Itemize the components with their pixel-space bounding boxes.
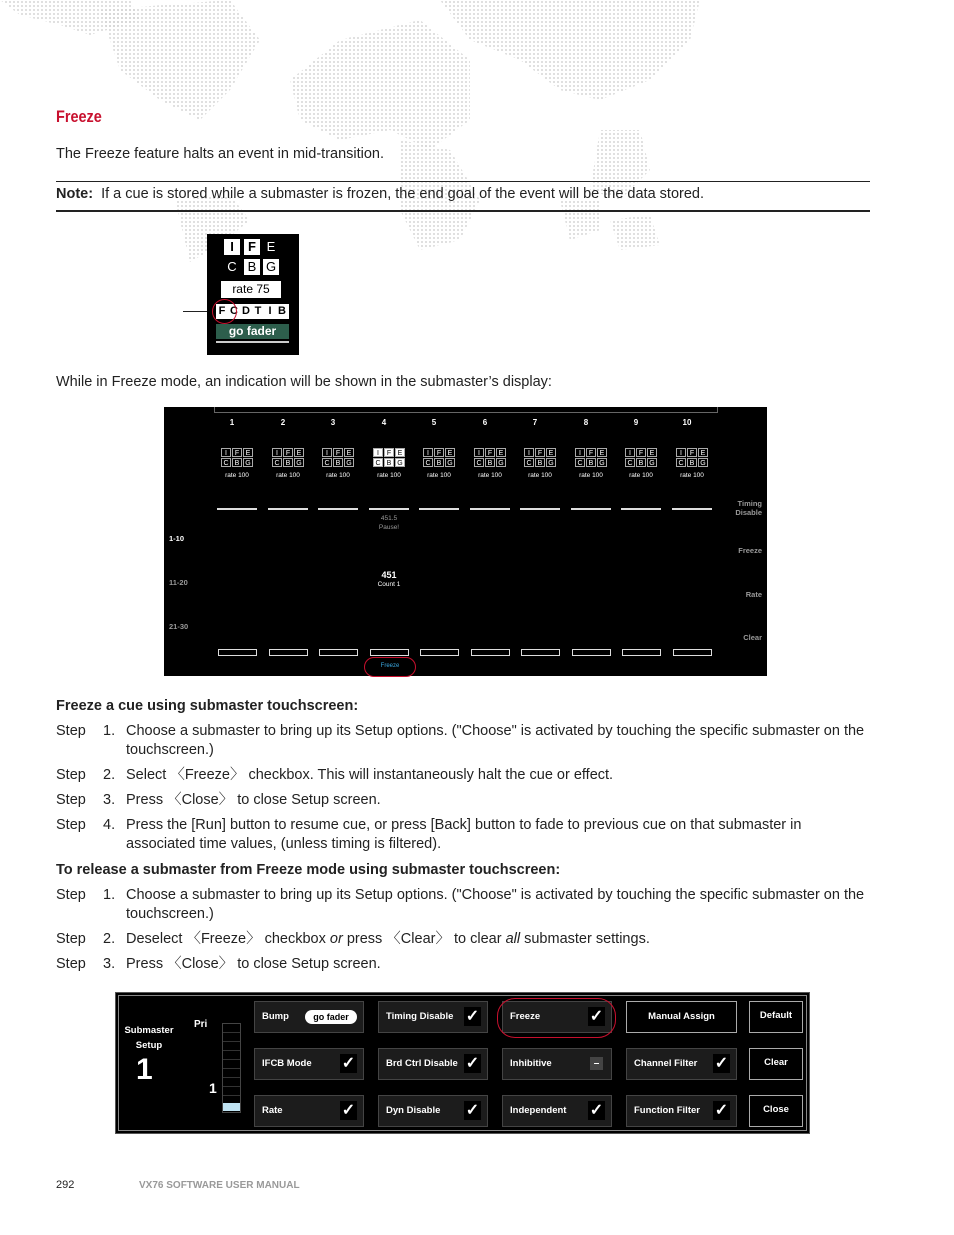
setup-title-line1: Submaster xyxy=(124,1025,174,1036)
ifcb-cell: E xyxy=(243,448,253,457)
dyn-disable-button[interactable] xyxy=(378,1095,488,1127)
fader-slot-9[interactable] xyxy=(622,649,661,656)
ifcb-cell: C xyxy=(474,458,484,467)
status-t: T xyxy=(254,305,262,317)
fader-bar-6 xyxy=(470,508,510,510)
ifcb-cell: G xyxy=(243,458,253,467)
step-text-b: press 〈Clear〉 to clear xyxy=(342,931,506,947)
page-label-11-20[interactable]: 11-20 xyxy=(169,578,188,587)
ifcb-cell: F xyxy=(333,448,343,457)
submaster-number-4: 4 xyxy=(381,418,387,427)
fader-slot-7[interactable] xyxy=(521,649,560,656)
function-filter-button[interactable] xyxy=(626,1095,737,1127)
fader-bar-9 xyxy=(621,508,661,510)
rate-label: rate 100 xyxy=(276,472,300,479)
mini-fader-rule xyxy=(216,341,289,343)
fader-bar-4 xyxy=(369,508,409,510)
ifcb-cell: G xyxy=(496,458,506,467)
independent-label: Independent xyxy=(510,1105,567,1116)
freeze-label[interactable]: Freeze xyxy=(738,546,762,555)
ifcb-cell: I xyxy=(524,448,534,457)
mini-fader: go fader xyxy=(216,324,289,339)
ifcb-cell: I xyxy=(625,448,635,457)
step-text-a: Deselect 〈Freeze〉 checkbox xyxy=(126,931,330,947)
ifcb-cell: G xyxy=(445,458,455,467)
ifcb-cell: I xyxy=(272,448,282,457)
ifcb-cell: F xyxy=(586,448,596,457)
proc1-title: Freeze a cue using submaster touchscreen: xyxy=(56,698,359,714)
ifcb-cell: E xyxy=(698,448,708,457)
step-num: 2. xyxy=(103,931,116,947)
ifcb-cell: E xyxy=(294,448,304,457)
section-title: Freeze xyxy=(56,107,102,126)
note-top-rule xyxy=(56,181,870,182)
step-text-c: submaster settings. xyxy=(520,931,650,947)
function-filter-label: Function Filter xyxy=(634,1105,700,1116)
independent-check: ✓ xyxy=(589,1102,604,1119)
step-text: Press 〈Close〉 to close Setup screen. xyxy=(126,956,381,972)
submaster-number-3: 3 xyxy=(330,418,336,427)
mini-cell-e: E xyxy=(266,239,276,254)
ifcb-cell: B xyxy=(485,458,495,467)
rate-label: rate 100 xyxy=(478,472,502,479)
ifcb-cell: G xyxy=(294,458,304,467)
submaster-number-5: 5 xyxy=(431,418,437,427)
status-d: D xyxy=(242,305,250,317)
inhibitive-mark: – xyxy=(590,1057,603,1070)
rate-label: rate 100 xyxy=(528,472,552,479)
submaster-number-8: 8 xyxy=(583,418,589,427)
world-map-background xyxy=(0,0,954,270)
status-c: C xyxy=(230,305,238,317)
step-word: Step xyxy=(56,817,86,833)
top-frame xyxy=(214,407,718,413)
fader-bar-10 xyxy=(672,508,712,510)
rate-check: ✓ xyxy=(341,1102,356,1119)
ifcb-cell: C xyxy=(676,458,686,467)
step-text-all: all xyxy=(505,931,521,947)
status-i: I xyxy=(268,305,272,317)
step-text: Select 〈Freeze〉 checkbox. This will instantaneously halt the cue or effect. xyxy=(126,767,614,783)
priority-fader-handle[interactable] xyxy=(223,1103,240,1111)
ifcb-cell: B xyxy=(687,458,697,467)
step-text: Press 〈Close〉 to close Setup screen. xyxy=(126,792,381,808)
submaster-number-9: 9 xyxy=(633,418,639,427)
fader-slot-5[interactable] xyxy=(420,649,459,656)
step-word: Step xyxy=(56,956,86,972)
pause-label: Pause! xyxy=(378,524,400,531)
timing-disable-label[interactable]: Timing Disable xyxy=(735,499,762,517)
timing-disable-label: Timing Disable xyxy=(386,1011,454,1022)
freeze-highlight xyxy=(497,998,616,1038)
mini-rate: rate 75 xyxy=(221,281,281,298)
clear-label: Clear xyxy=(764,1057,788,1068)
step-text: Press the [Run] button to resume cue, or press [Back] button to fade to previous cue on that submaster in associated time values, (unless timing is filtered). xyxy=(126,817,802,852)
rate-label: rate 100 xyxy=(680,472,704,479)
step-num: 2. xyxy=(103,767,116,783)
step-word: Step xyxy=(56,767,86,783)
step-num: 3. xyxy=(103,792,116,808)
ifcb-cell: B xyxy=(384,458,394,467)
rate-label: Rate xyxy=(262,1105,283,1116)
step-word: Step xyxy=(56,887,86,903)
ifcb-cell: C xyxy=(575,458,585,467)
ifcb-cell: B xyxy=(232,458,242,467)
note-bottom-rule xyxy=(56,210,870,212)
step-word: Step xyxy=(56,931,86,947)
submaster-setup-screen xyxy=(115,992,810,1134)
ifcb-cell: C xyxy=(625,458,635,467)
freeze-tag: Freeze xyxy=(380,663,400,669)
fader-bar-7 xyxy=(520,508,560,510)
ifcb-cell: B xyxy=(333,458,343,467)
setup-title xyxy=(121,1023,177,1053)
mini-cell-g: G xyxy=(263,259,279,275)
submaster-number-2: 2 xyxy=(280,418,286,427)
page-number: 292 xyxy=(56,1179,75,1191)
priority-fader[interactable] xyxy=(222,1023,241,1113)
submaster-number-7: 7 xyxy=(532,418,538,427)
fader-slot-6[interactable] xyxy=(471,649,510,656)
channel-filter-button[interactable] xyxy=(626,1048,737,1080)
ifcb-cell: B xyxy=(636,458,646,467)
ifcb-cell: I xyxy=(575,448,585,457)
brd-ctrl-disable-button[interactable] xyxy=(378,1048,488,1080)
ifcb-cell: F xyxy=(384,448,394,457)
step-num: 1. xyxy=(103,887,116,903)
ifcb-cell: F xyxy=(535,448,545,457)
ifcb-cell: E xyxy=(395,448,405,457)
fader-bar-2 xyxy=(268,508,308,510)
freeze-label: Freeze xyxy=(510,1011,541,1022)
cue-count: Count 1 xyxy=(377,581,401,588)
intro-text: The Freeze feature halts an event in mid-transition. xyxy=(56,146,385,162)
proc2-title: To release a submaster from Freeze mode using submaster touchscreen: xyxy=(56,862,561,878)
ifcb-cell: C xyxy=(373,458,383,467)
freeze-highlight-circle xyxy=(212,299,237,324)
pause-cue: 451.5 xyxy=(380,515,398,522)
step-text: Choose a submaster to bring up its Setup options. ("Choose" is activated by touching the specific submaster on the touchscreen.) xyxy=(126,723,865,758)
fader-slot-4[interactable] xyxy=(370,649,409,656)
submaster-number-10: 10 xyxy=(682,418,692,427)
bump-label: Bump xyxy=(262,1011,289,1022)
fader-slot-3[interactable] xyxy=(319,649,358,656)
rate-button[interactable] xyxy=(254,1095,364,1127)
channel-filter-label: Channel Filter xyxy=(634,1058,698,1069)
ifcb-cell: I xyxy=(423,448,433,457)
fader-bar-3 xyxy=(318,508,358,510)
callout-line xyxy=(183,311,207,312)
fader-bar-1 xyxy=(217,508,257,510)
page-label-1-10[interactable]: 1-10 xyxy=(169,534,185,543)
ifcb-cell: F xyxy=(283,448,293,457)
ifcb-cell: C xyxy=(423,458,433,467)
ifcb-cell: E xyxy=(344,448,354,457)
clear-label[interactable]: Clear xyxy=(743,633,762,642)
step-num: 3. xyxy=(103,956,116,972)
rate-label: rate 100 xyxy=(225,472,249,479)
ifcb-mode-button[interactable] xyxy=(254,1048,364,1080)
indication-text: While in Freeze mode, an indication will be shown in the submaster’s display: xyxy=(56,374,552,390)
ifcb-mode-label: IFCB Mode xyxy=(262,1058,312,1069)
ifcb-cell: F xyxy=(232,448,242,457)
ifcb-cell: C xyxy=(322,458,332,467)
ifcb-cell: F xyxy=(485,448,495,457)
default-label: Default xyxy=(759,1010,793,1021)
ifcb-mode-check: ✓ xyxy=(341,1055,356,1072)
submaster-display-screen xyxy=(164,407,767,676)
ifcb-cell: E xyxy=(597,448,607,457)
ifcb-cell: C xyxy=(272,458,282,467)
timing-disable-button[interactable] xyxy=(378,1001,488,1033)
ifcb-cell: B xyxy=(434,458,444,467)
timing-disable-check: ✓ xyxy=(465,1008,480,1025)
ifcb-cell: G xyxy=(546,458,556,467)
channel-filter-check: ✓ xyxy=(714,1055,729,1072)
inhibitive-button[interactable] xyxy=(502,1048,612,1080)
status-f: F xyxy=(218,305,226,317)
step-word: Step xyxy=(56,723,86,739)
pri-value: 1 xyxy=(209,1080,217,1096)
bump-button[interactable] xyxy=(254,1001,364,1033)
page-label-21-30[interactable]: 21-30 xyxy=(169,622,189,631)
step-text xyxy=(126,930,870,949)
ifcb-cell: G xyxy=(698,458,708,467)
brd-ctrl-disable-label: Brd Ctrl Disable xyxy=(386,1058,458,1069)
submaster-number-1: 1 xyxy=(229,418,235,427)
rate-label: rate 100 xyxy=(377,472,401,479)
ifcb-cell: C xyxy=(221,458,231,467)
note-text: If a cue is stored while a submaster is frozen, the end goal of the event will be the data stored. xyxy=(101,186,704,202)
rate-label: rate 100 xyxy=(629,472,653,479)
mini-cell-i: I xyxy=(224,239,240,255)
mini-cell-c: C xyxy=(227,259,237,274)
function-filter-check: ✓ xyxy=(714,1102,729,1119)
ifcb-cell: C xyxy=(524,458,534,467)
ifcb-cell: G xyxy=(395,458,405,467)
close-label: Close xyxy=(763,1104,789,1115)
fader-slot-1[interactable] xyxy=(218,649,257,656)
ifcb-cell: F xyxy=(434,448,444,457)
step-num: 4. xyxy=(103,817,116,833)
ifcb-cell: I xyxy=(322,448,332,457)
fader-bar-5 xyxy=(419,508,459,510)
bump-value: go fader xyxy=(305,1010,357,1024)
submaster-number: 1 xyxy=(136,1053,153,1086)
step-text: Choose a submaster to bring up its Setup options. ("Choose" is activated by touching the specific submaster on the touchscreen.) xyxy=(126,887,865,922)
mini-cell-b: B xyxy=(244,259,260,275)
pri-label: Pri xyxy=(194,1019,208,1030)
cue-number: 451 xyxy=(381,570,397,580)
submaster-mini-display xyxy=(207,234,299,355)
ifcb-cell: E xyxy=(445,448,455,457)
ifcb-cell: E xyxy=(647,448,657,457)
rate-label: rate 100 xyxy=(326,472,350,479)
ifcb-cell: G xyxy=(597,458,607,467)
manual-assign-button[interactable] xyxy=(626,1001,737,1033)
step-text-or: or xyxy=(329,931,343,947)
note-label: Note: xyxy=(56,186,94,202)
setup-title-line2: Setup xyxy=(135,1040,163,1051)
ifcb-cell: B xyxy=(535,458,545,467)
manual-name: VX76 SOFTWARE USER MANUAL xyxy=(139,1180,300,1191)
dyn-disable-check: ✓ xyxy=(465,1102,480,1119)
ifcb-cell: I xyxy=(373,448,383,457)
ifcb-cell: B xyxy=(283,458,293,467)
dyn-disable-label: Dyn Disable xyxy=(386,1105,441,1116)
ifcb-cell: I xyxy=(676,448,686,457)
close-button[interactable] xyxy=(749,1095,803,1127)
ifcb-cell: I xyxy=(221,448,231,457)
freeze-check: ✓ xyxy=(589,1008,604,1025)
rate-label: rate 100 xyxy=(579,472,603,479)
fader-slot-8[interactable] xyxy=(572,649,611,656)
fader-bar-8 xyxy=(571,508,611,510)
ifcb-cell: F xyxy=(687,448,697,457)
step-num: 1. xyxy=(103,723,116,739)
ifcb-cell: B xyxy=(586,458,596,467)
brd-ctrl-disable-check: ✓ xyxy=(465,1055,480,1072)
fader-slot-2[interactable] xyxy=(269,649,308,656)
step-word: Step xyxy=(56,792,86,808)
fader-slot-10[interactable] xyxy=(673,649,712,656)
rate-label[interactable]: Rate xyxy=(745,590,762,599)
clear-button[interactable] xyxy=(749,1048,803,1080)
ifcb-cell: I xyxy=(474,448,484,457)
inhibitive-label: Inhibitive xyxy=(510,1058,552,1069)
mini-cell-f: F xyxy=(244,239,260,255)
default-button[interactable] xyxy=(749,1001,803,1033)
independent-button[interactable] xyxy=(502,1095,612,1127)
submaster-number-6: 6 xyxy=(482,418,488,427)
ifcb-cell: G xyxy=(344,458,354,467)
ifcb-cell: E xyxy=(546,448,556,457)
ifcb-cell: F xyxy=(636,448,646,457)
rate-label: rate 100 xyxy=(427,472,451,479)
ifcb-cell: E xyxy=(496,448,506,457)
status-b: B xyxy=(278,305,286,317)
manual-assign-label: Manual Assign xyxy=(648,1011,715,1022)
ifcb-cell: G xyxy=(647,458,657,467)
note xyxy=(56,185,870,204)
